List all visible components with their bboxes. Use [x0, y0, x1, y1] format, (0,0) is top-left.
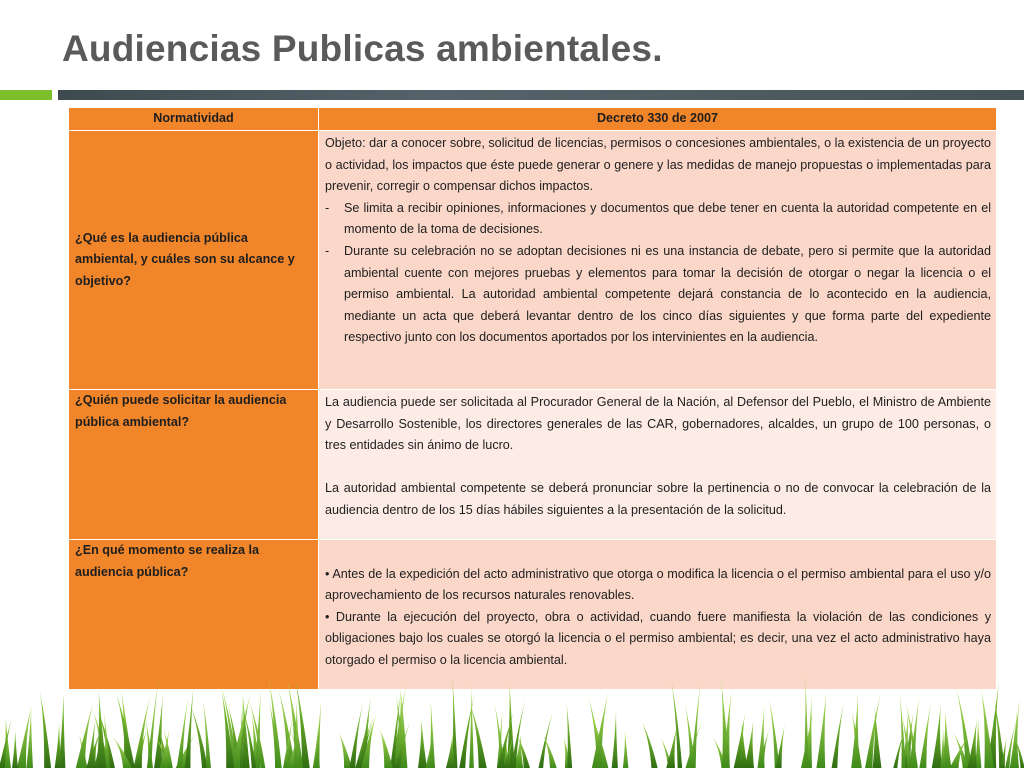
grass-blade	[133, 731, 147, 768]
bullet-paragraph: • Antes de la expedición del acto administrativo que otorga o modifica la licencia o el permiso ambiental para el uso y/o aprovechamiento de los recursos naturales renovables.	[325, 566, 991, 603]
question-text: ¿Qué es la audiencia pública ambiental, y cuáles son su alcance y objetivo?	[75, 230, 295, 288]
table-row	[69, 131, 997, 390]
grass-blade	[1012, 697, 1020, 768]
grass-blade	[12, 730, 18, 768]
grass-blade	[642, 721, 658, 768]
list-item: - Se limita a recibir opiniones, informaciones y documentos que debe tener en cuenta la autoridad competente en el momento de la toma de decisiones.	[325, 198, 991, 241]
grass-blades	[0, 677, 1024, 768]
grass-blade	[269, 678, 282, 768]
bullet-paragraph: • Durante la ejecución del proyecto, obra o actividad, cuando fuere manifiesta la violación de las condiciones y obligaciones bajo los cuales se otorgó la licencia o el permiso ambiental; es decir, una vez el acto administrativo haya otorgado el permiso o la licencia ambiental.	[325, 609, 991, 667]
list-item: - Durante su celebración no se adoptan decisiones ni es una instancia de debate, pero si permite que la autoridad ambiental cuente con mejores pruebas y elementos para tomar la decisión de otorgar o negar la licencia o el permiso ambiental. La autoridad ambiental competente dejará constancia de lo acontecido en la audiencia, mediante un acta que deberá levantar dentro de los cinco días siguientes y que forma parte del expediente respectivo junto con los documentos aportados por los intervinientes en la audiencia.	[325, 241, 991, 349]
green-accent-bar	[0, 90, 52, 100]
grass-blade	[804, 677, 809, 768]
grass-blade	[543, 735, 557, 768]
answer-paragraph: La audiencia puede ser solicitada al Procurador General de la Nación, al Defensor del Pueblo, el Ministro de Ambiente y Desarrollo Sostenible, los directores generales de las CAR, gobernadores, alcaldes, un grupo de 100 personas, o tres entidades sin ánimo de lucro.	[325, 395, 991, 453]
grass-blade	[757, 705, 764, 768]
table-row	[69, 540, 997, 690]
table-row	[69, 390, 997, 540]
answer-paragraph: La autoridad ambiental competente se deberá pronunciar sobre la pertinencia o no de convocar la celebración de la audiencia dentro de los 15 días hábiles siguientes a la presentación de la solicitud.	[325, 481, 991, 517]
question-text: ¿Quién puede solicitar la audiencia pública ambiental?	[75, 393, 287, 429]
grass-blade	[612, 711, 618, 768]
grass-blade	[430, 699, 436, 768]
grass-blade	[685, 704, 695, 768]
table-header-row	[69, 108, 997, 131]
grass-blade	[40, 690, 51, 768]
grass-blade	[380, 729, 391, 768]
grass-blade	[919, 704, 930, 768]
grass-blade	[981, 688, 994, 768]
grass-blade	[932, 704, 942, 768]
question-text: ¿En qué momento se realiza la audiencia pública?	[75, 543, 260, 579]
title-divider-bar	[58, 90, 1024, 100]
question-cell	[69, 131, 319, 390]
question-cell	[69, 390, 319, 540]
grass-decoration	[0, 676, 1024, 768]
slide-title: Audiencias Publicas ambientales.	[62, 28, 663, 69]
grass-blade	[832, 703, 844, 768]
grass-blade	[418, 719, 427, 768]
dash-list	[325, 198, 991, 349]
grass-blade	[191, 705, 208, 768]
header-decreto: Decreto 330 de 2007	[319, 108, 997, 131]
grass-blade	[469, 684, 474, 768]
grass-blade	[338, 732, 352, 768]
grass-blade	[26, 707, 33, 768]
regulation-table	[68, 107, 997, 690]
answer-cell	[319, 390, 997, 540]
grass-blade	[185, 686, 194, 768]
header-normatividad: Normatividad	[69, 108, 319, 131]
grass-blade	[623, 731, 629, 768]
grass-blade	[816, 691, 826, 768]
question-cell	[69, 540, 319, 690]
answer-cell	[319, 131, 997, 390]
grass-blade	[851, 692, 859, 768]
objective-text: Objeto: dar a conocer sobre, solicitud de licencias, permisos o concesiones ambientales, o la existencia de un proyecto o actividad, los impactos que éste puede generar o genere y las medidas de manejo propuestas o implementadas para prevenir, corregir o compensar dichos impactos.	[325, 136, 991, 194]
answer-cell	[319, 540, 997, 690]
